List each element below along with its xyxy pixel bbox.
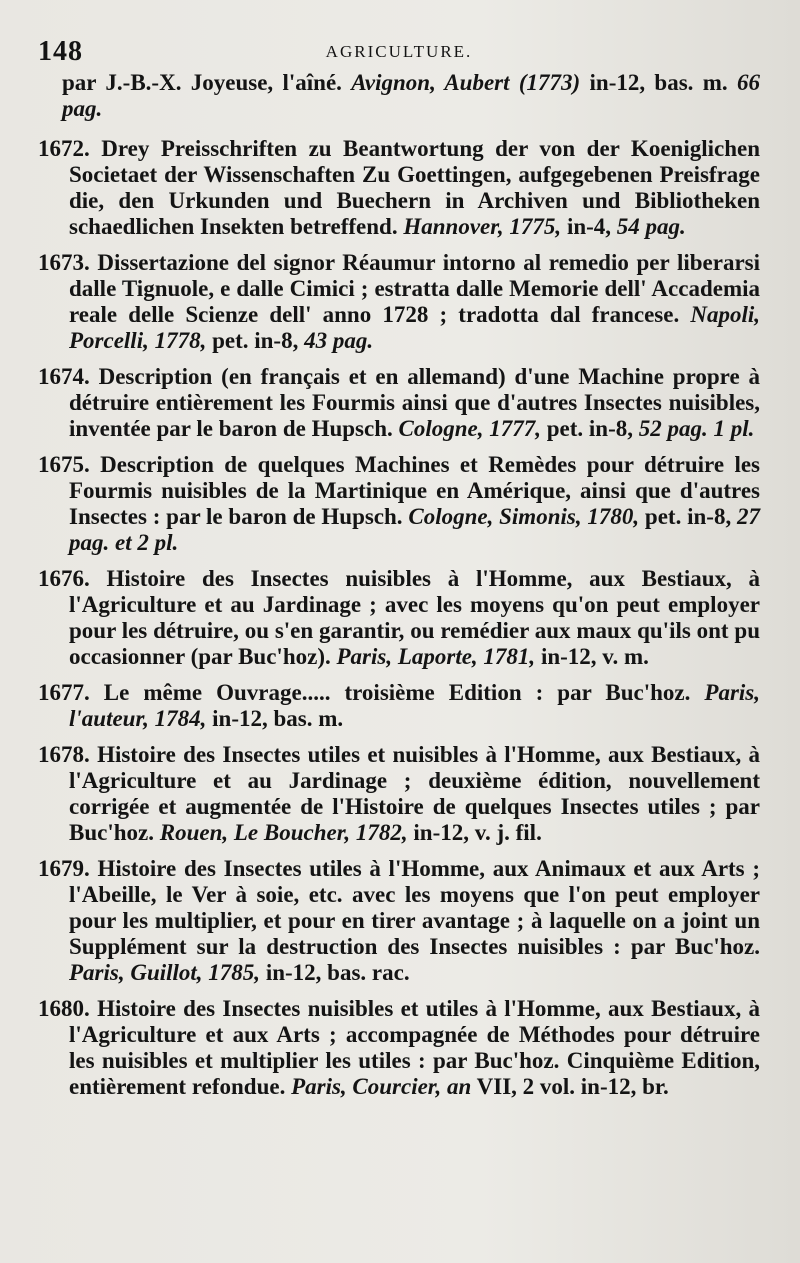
entry-text: Dissertazione del signor Réaumur intorno al remedio per liberarsi dalle Tignuole, e dalle Cimici ; estratta dalle Memorie dell' Accademia reale delle Scienze dell' anno 1728 ; tradotta dal francese. (69, 250, 761, 327)
entry-pages: 43 pag. (304, 328, 374, 353)
page-number: 148 (38, 36, 83, 67)
entry-number: 1675. (38, 452, 90, 477)
entry-number: 1680. (38, 996, 90, 1021)
bibliography-entry (38, 680, 760, 732)
entry-number: 1676. (38, 566, 90, 591)
bibliography-entry (38, 364, 760, 442)
entry-number: 1678. (38, 742, 90, 767)
bibliography-entry (38, 452, 760, 556)
entry-text: Drey Preisschriften zu Beantwortung der von der Koeniglichen Societaet der Wissenschaften Zu Goettingen, aufgegebenen Preisfrage die, den Urkunden und Buechern in Archiven und Bibliotheken schaedlichen Insekten betreffend. (69, 136, 760, 239)
entry-pages: 66 pag. (62, 70, 761, 121)
entry-number: 1677. (38, 680, 90, 705)
entry-pages: 52 pag. 1 pl. (638, 416, 755, 441)
entry-imprint: Rouen, Le Boucher, 1782, (159, 820, 408, 845)
entry-format: in-12, bas. m. (580, 70, 738, 95)
entry-pages: 54 pag. (616, 214, 686, 239)
entry-text: par J.-B.-X. Joyeuse, l'aîné. (62, 70, 352, 95)
entry-imprint: Cologne, Simonis, 1780, (408, 504, 640, 529)
entry-imprint: Cologne, 1777, (398, 416, 541, 441)
bibliography-entry (38, 136, 760, 240)
entry-text: Histoire des Insectes nuisibles à l'Homme, aux Bestiaux, à l'Agriculture et au Jardinage ; avec les moyens qu'on peut employer pour les détruire, ou s'en garantir, ou remédier aux maux qu'ils ont pu occasionner (par Buc'hoz). (69, 566, 760, 669)
entry-text: Description de quelques Machines et Remèdes pour détruire les Fourmis nuisibles de la Martinique en Amérique, ainsi que d'autres Insectes : par le baron de Hupsch. (69, 452, 760, 529)
entry-imprint: Napoli, Porcelli, 1778, (69, 302, 760, 353)
entry-imprint: Avignon, Aubert (1773) (351, 70, 581, 95)
entry-imprint: Paris, Courcier, an (291, 1074, 472, 1099)
bibliography-entry (38, 856, 760, 986)
running-head: AGRICULTURE. (325, 42, 473, 61)
page-body (38, 70, 760, 1100)
entry-number: 1672. (38, 136, 90, 161)
entry-format: VII, 2 vol. in-12, br. (471, 1074, 669, 1099)
entry-format: in-12, v. j. fil. (407, 820, 542, 845)
entry-number: 1679. (38, 856, 90, 881)
entry-format: pet. in-8, (206, 328, 305, 353)
entry-text: Histoire des Insectes utiles à l'Homme, aux Animaux et aux Arts ; l'Abeille, le Ver à soie, etc. avec les moyens que l'on peut employer pour les multiplier, et pour en tirer avantage ; à laquelle on a joint un Supplément sur la destruction des Insectes nuisibles : par Buc'hoz. (69, 856, 761, 959)
entry-pages: 27 pag. et 2 pl. (69, 504, 761, 555)
bibliography-entry (38, 566, 760, 670)
entry-text: Le même Ouvrage..... troisième Edition : par Buc'hoz. (103, 680, 705, 705)
entry-format: pet. in-8, (639, 504, 738, 529)
entry-imprint: Hannover, 1775, (403, 214, 562, 239)
entry-format: in-4, (561, 214, 617, 239)
entry-text: Description (en français et en allemand) d'une Machine propre à détruire entièrement les Fourmis ainsi que d'autres Insectes nuisibles, inventée par le baron de Hupsch. (69, 364, 761, 441)
bibliography-entry (38, 742, 760, 846)
entry-number: 1674. (38, 364, 90, 389)
continuation-entry (38, 70, 760, 122)
entry-format: in-12, v. m. (535, 644, 649, 669)
entry-imprint: Paris, Laporte, 1781, (336, 644, 536, 669)
entry-format: in-12, bas. rac. (260, 960, 410, 985)
entry-text: Histoire des Insectes utiles et nuisibles à l'Homme, aux Bestiaux, à l'Agriculture et au Jardinage ; deuxième édition, nouvellement corrigée et augmentée de l'Histoire de quelques Insectes utiles ; par Buc'hoz. (69, 742, 761, 845)
entry-imprint: Paris, l'auteur, 1784, (69, 680, 761, 731)
entry-format: pet. in-8, (540, 416, 639, 441)
entry-imprint: Paris, Guillot, 1785, (69, 960, 261, 985)
entry-number: 1673. (38, 250, 90, 275)
bibliography-entry (38, 250, 760, 354)
entry-text: Histoire des Insectes nuisibles et utiles à l'Homme, aux Bestiaux, à l'Agriculture et aux Arts ; accompagnée de Méthodes pour détruire les nuisibles et multiplier les utiles : par Buc'hoz. Cinquième Edition, entièrement refondue. (69, 996, 761, 1099)
bibliography-entry (38, 996, 760, 1100)
page-header (38, 36, 760, 70)
entry-format: in-12, bas. m. (206, 706, 344, 731)
